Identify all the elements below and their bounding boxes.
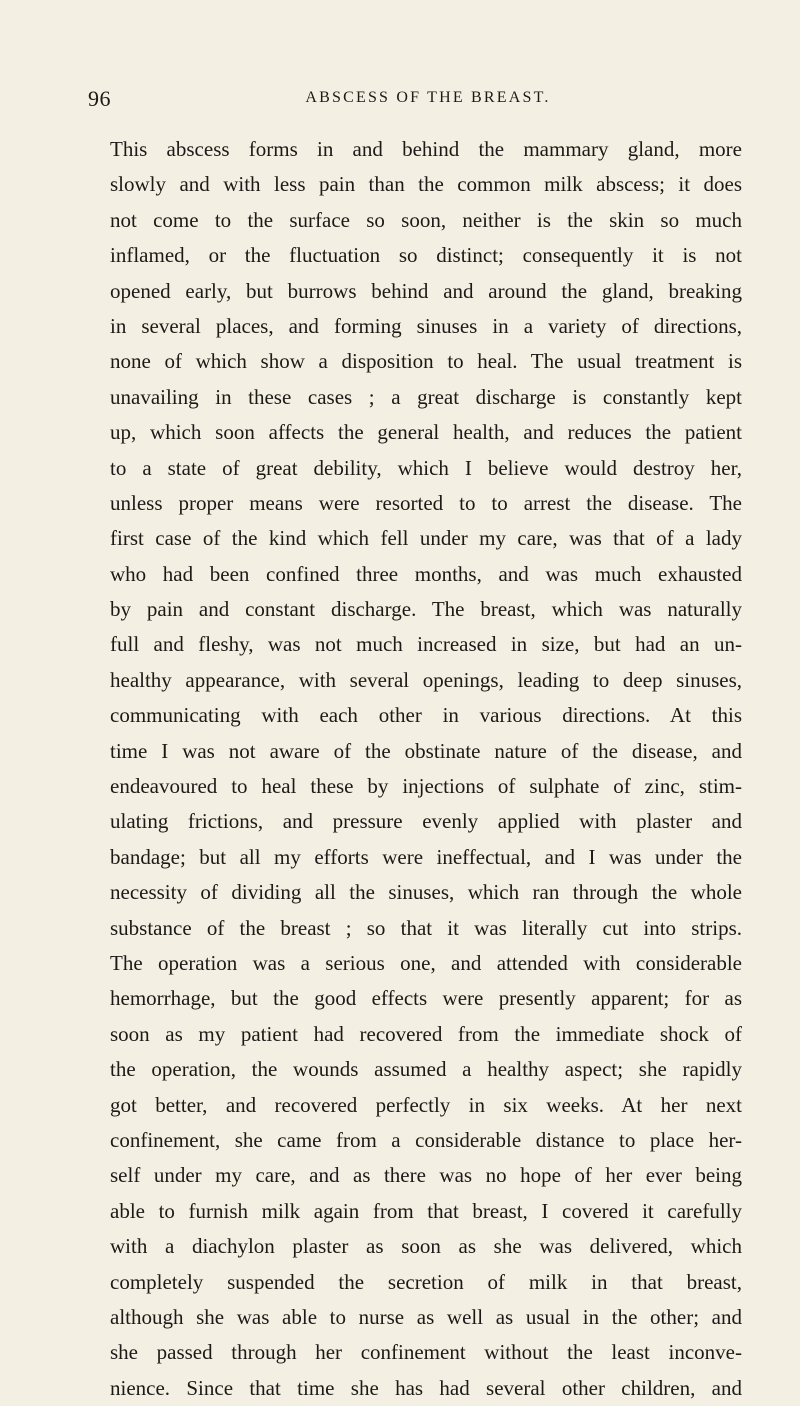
text-line: self under my care, and as there was no hope of her ever being	[110, 1163, 742, 1188]
text-line: The operation was a serious one, and attended with considerable	[110, 950, 742, 975]
text-line: with a diachylon plaster as soon as she was delivered, which	[110, 1234, 742, 1259]
text-line: endeavoured to heal these by injections of sulphate of zinc, stim-	[110, 774, 742, 799]
text-line: This abscess forms in and behind the mammary gland, more	[110, 137, 742, 161]
text-line: none of which show a disposition to heal. The usual treatment is	[110, 349, 742, 374]
text-line: she passed through her confinement without the least inconve-	[110, 1340, 742, 1365]
text-line: got better, and recovered perfectly in six weeks. At her next	[110, 1092, 742, 1117]
text-line: necessity of dividing all the sinuses, which ran through the whole	[110, 880, 742, 905]
text-line: opened early, but burrows behind and around the gland, breaking	[110, 278, 742, 303]
text-line: up, which soon affects the general health, and reduces the patient	[110, 420, 742, 445]
text-line: although she was able to nurse as well as usual in the other; and	[110, 1304, 742, 1329]
text-line: by pain and constant discharge. The breast, which was naturally	[110, 597, 742, 622]
text-line: communicating with each other in various directions. At this	[110, 703, 742, 728]
text-line: hemorrhage, but the good effects were presently apparent; for as	[110, 986, 742, 1011]
body-paragraph	[110, 132, 742, 1406]
text-line: able to furnish milk again from that breast, I covered it carefully	[110, 1198, 742, 1223]
text-line: healthy appearance, with several openings, leading to deep sinuses,	[110, 667, 742, 692]
text-line: full and fleshy, was not much increased in size, but had an un-	[110, 632, 742, 657]
text-line: bandage; but all my efforts were ineffectual, and I was under the	[110, 844, 742, 869]
text-line: unless proper means were resorted to to arrest the disease. The	[110, 490, 742, 515]
text-line: who had been confined three months, and was much exhausted	[110, 561, 742, 586]
text-line: unavailing in these cases ; a great discharge is constantly kept	[110, 384, 742, 409]
text-line: ulating frictions, and pressure evenly applied with plaster and	[110, 809, 742, 834]
text-line: soon as my patient had recovered from the immediate shock of	[110, 1021, 742, 1046]
text-line: inflamed, or the fluctuation so distinct; consequently it is not	[110, 243, 742, 268]
text-line: in several places, and forming sinuses in a variety of directions,	[110, 313, 742, 338]
page-number: 96	[88, 86, 111, 111]
text-line: first case of the kind which fell under my care, was that of a lady	[110, 526, 742, 551]
text-line: the operation, the wounds assumed a healthy aspect; she rapidly	[110, 1057, 742, 1082]
text-line: slowly and with less pain than the common milk abscess; it does	[110, 172, 742, 197]
text-line: to a state of great debility, which I believe would destroy her,	[110, 455, 742, 480]
text-line: completely suspended the secretion of milk in that breast,	[110, 1269, 742, 1294]
running-head	[88, 86, 738, 116]
text-line: nience. Since that time she has had several other children, and	[110, 1375, 742, 1400]
text-line: not come to the surface so soon, neither is the skin so much	[110, 207, 742, 232]
text-line: confinement, she came from a considerable distance to place her-	[110, 1127, 742, 1152]
text-line: substance of the breast ; so that it was literally cut into strips.	[110, 915, 742, 940]
text-line: time I was not aware of the obstinate nature of the disease, and	[110, 738, 742, 763]
running-title: ABSCESS OF THE BREAST.	[305, 89, 551, 106]
